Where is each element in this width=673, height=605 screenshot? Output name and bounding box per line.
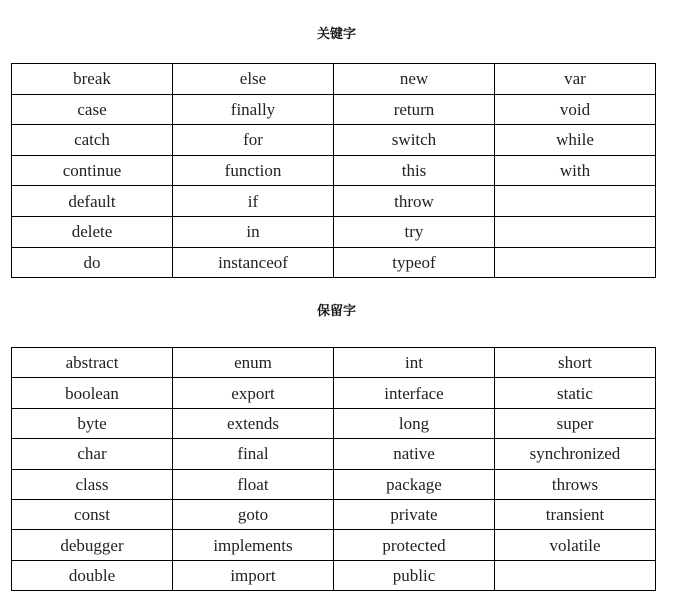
table-cell	[495, 216, 656, 247]
table-row	[12, 216, 656, 247]
table-cell: export	[173, 378, 334, 408]
table-cell: with	[495, 155, 656, 186]
table-row	[12, 64, 656, 95]
table-cell: float	[173, 469, 334, 499]
table-cell: throw	[334, 186, 495, 217]
table-row	[12, 499, 656, 529]
table-cell: function	[173, 155, 334, 186]
table-cell: this	[334, 155, 495, 186]
table-row	[12, 560, 656, 590]
table-cell: delete	[12, 216, 173, 247]
table-row	[12, 439, 656, 469]
table-cell: while	[495, 125, 656, 156]
table-cell: import	[173, 560, 334, 590]
keywords-title: 关键字	[316, 27, 356, 42]
table-cell: finally	[173, 94, 334, 125]
table-cell: native	[334, 439, 495, 469]
table-row	[12, 186, 656, 217]
table-row	[12, 155, 656, 186]
table-cell: int	[334, 348, 495, 378]
table-cell: for	[173, 125, 334, 156]
table-cell: try	[334, 216, 495, 247]
table-cell: new	[334, 64, 495, 95]
reserved-words-title: 保留字	[316, 304, 356, 319]
table-cell: in	[173, 216, 334, 247]
table-cell: const	[12, 499, 173, 529]
table-cell: goto	[173, 499, 334, 529]
table-cell: char	[12, 439, 173, 469]
table-cell: abstract	[12, 348, 173, 378]
table-cell	[495, 186, 656, 217]
table-cell: break	[12, 64, 173, 95]
table-cell: catch	[12, 125, 173, 156]
table-row	[12, 469, 656, 499]
table-row	[12, 247, 656, 278]
table-cell: double	[12, 560, 173, 590]
table-cell: byte	[12, 408, 173, 438]
table-cell: var	[495, 64, 656, 95]
table-row	[12, 530, 656, 560]
table-cell: transient	[495, 499, 656, 529]
table-cell: super	[495, 408, 656, 438]
table-cell	[495, 247, 656, 278]
table-cell: public	[334, 560, 495, 590]
table-row	[12, 348, 656, 378]
table-cell: long	[334, 408, 495, 438]
table-cell: synchronized	[495, 439, 656, 469]
table-cell: short	[495, 348, 656, 378]
table-cell: private	[334, 499, 495, 529]
table-cell: continue	[12, 155, 173, 186]
table-cell: switch	[334, 125, 495, 156]
table-cell: do	[12, 247, 173, 278]
table-cell: throws	[495, 469, 656, 499]
table-cell: void	[495, 94, 656, 125]
table-cell: final	[173, 439, 334, 469]
table-cell: enum	[173, 348, 334, 378]
table-cell: interface	[334, 378, 495, 408]
table-cell: return	[334, 94, 495, 125]
table-cell: implements	[173, 530, 334, 560]
table-cell: volatile	[495, 530, 656, 560]
table-cell: boolean	[12, 378, 173, 408]
table-cell: else	[173, 64, 334, 95]
table-cell	[495, 560, 656, 590]
keywords-table	[11, 63, 656, 278]
table-cell: case	[12, 94, 173, 125]
table-cell: default	[12, 186, 173, 217]
table-cell: static	[495, 378, 656, 408]
table-row	[12, 125, 656, 156]
table-row	[12, 378, 656, 408]
table-row	[12, 94, 656, 125]
table-cell: class	[12, 469, 173, 499]
table-cell: protected	[334, 530, 495, 560]
table-cell: typeof	[334, 247, 495, 278]
reserved-words-table	[11, 347, 656, 591]
table-row	[12, 408, 656, 438]
table-cell: instanceof	[173, 247, 334, 278]
table-cell: package	[334, 469, 495, 499]
table-cell: if	[173, 186, 334, 217]
table-cell: extends	[173, 408, 334, 438]
table-cell: debugger	[12, 530, 173, 560]
